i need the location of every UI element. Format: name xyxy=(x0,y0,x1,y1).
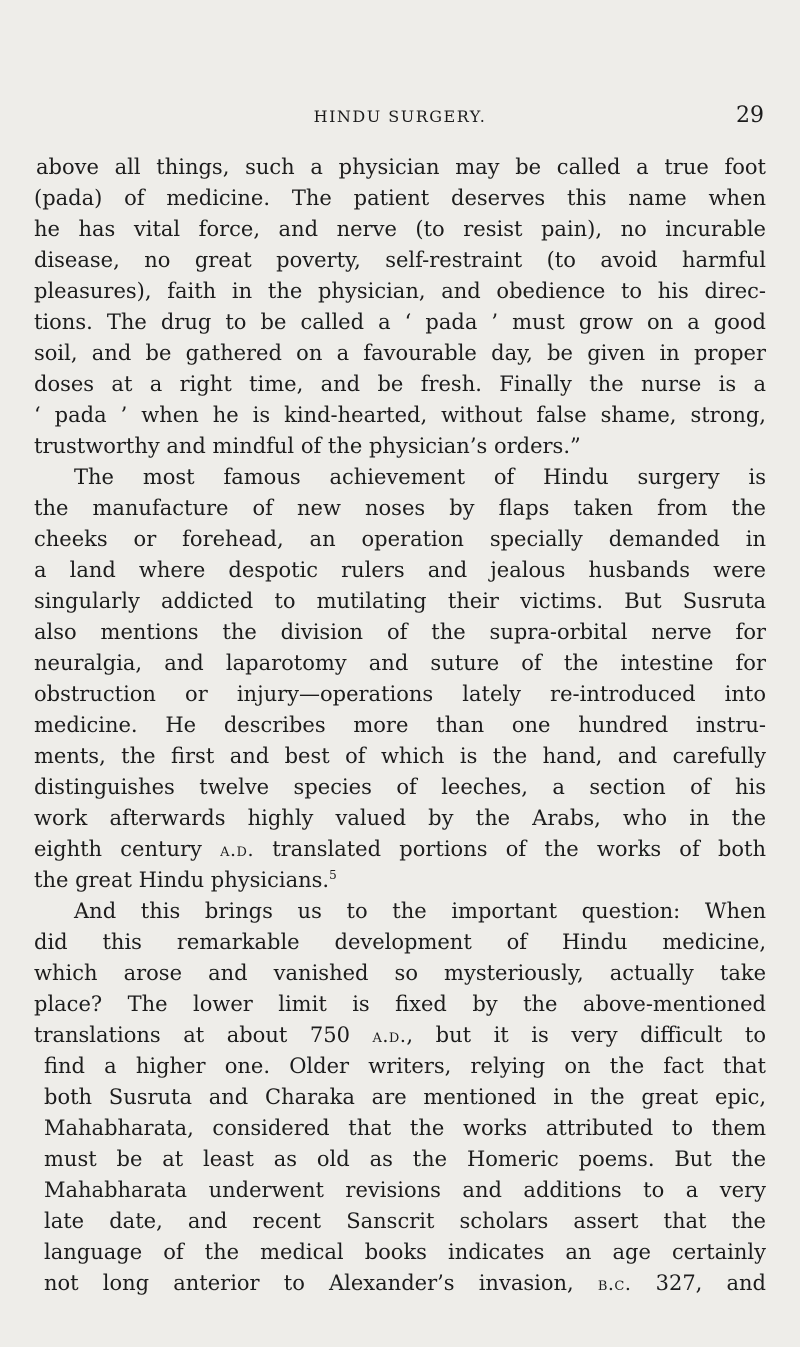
text-line: disease, no great poverty, self-restraint (to avoid harmful xyxy=(34,248,766,272)
text-run: translated portions of the works of both xyxy=(253,837,766,861)
footnote-marker[interactable]: 5 xyxy=(329,868,337,882)
text-line: late date, and recent Sanscrit scholars assert that the xyxy=(44,1209,766,1233)
text-line: language of the medical books indicates an age certainly xyxy=(44,1240,766,1264)
era-abbreviation: a.d. xyxy=(372,1025,407,1047)
paragraph-first-line: And this brings us to the important question: When xyxy=(74,899,766,923)
text-line: must be at least as old as the Homeric poems. But the xyxy=(44,1147,766,1171)
text-run: 327, and xyxy=(631,1271,766,1295)
text-line: Mahabharata underwent revisions and additions to a very xyxy=(44,1178,766,1202)
text-line: singularly addicted to mutilating their victims. But Susruta xyxy=(34,589,766,613)
text-line: obstruction or injury—operations lately re-introduced into xyxy=(34,682,766,706)
text-line: work afterwards highly valued by the Arabs, who in the xyxy=(34,806,766,830)
text-line: tions. The drug to be called a ‘ pada ’ must grow on a good xyxy=(34,310,766,334)
text-line: trustworthy and mindful of the physician’s orders.” xyxy=(34,434,581,458)
text-line: both Susruta and Charaka are mentioned in the great epic, xyxy=(44,1085,766,1109)
text-line: distinguishes twelve species of leeches, a section of his xyxy=(34,775,766,799)
text-line: ments, the first and best of which is the hand, and carefully xyxy=(34,744,766,768)
text-line: Mahabharata, considered that the works attributed to them xyxy=(44,1116,766,1140)
text-line: soil, and be gathered on a favourable day, be given in proper xyxy=(34,341,766,365)
text-run: the great Hindu physicians. xyxy=(34,868,330,892)
text-run: not long anterior to Alexander’s invasion, xyxy=(44,1271,598,1295)
text-run: translations at about 750 xyxy=(34,1023,373,1047)
text-line: medicine. He describes more than one hundred instru- xyxy=(34,713,766,737)
text-line: he has vital force, and nerve (to resist pain), no incurable xyxy=(34,217,766,241)
text-line: place? The lower limit is fixed by the above-mentioned xyxy=(34,992,766,1016)
text-line xyxy=(34,1020,766,1051)
text-line xyxy=(34,834,766,865)
body-text xyxy=(34,152,766,1299)
text-line: ‘ pada ’ when he is kind-hearted, without false shame, strong, xyxy=(34,403,766,427)
text-line: neuralgia, and laparotomy and suture of the intestine for xyxy=(34,651,766,675)
text-line xyxy=(34,865,766,896)
text-line: (pada) of medicine. The patient deserves this name when xyxy=(34,186,766,210)
page-number: 29 xyxy=(736,103,764,128)
text-run: , but it is very difficult to xyxy=(406,1023,766,1047)
text-line: pleasures), faith in the physician, and obedience to his direc- xyxy=(34,279,766,303)
text-line: which arose and vanished so mysteriously, actually take xyxy=(34,961,766,985)
text-line: also mentions the division of the supra-orbital nerve for xyxy=(34,620,766,644)
text-line: doses at a right time, and be fresh. Finally the nurse is a xyxy=(34,372,766,396)
text-line: cheeks or forehead, an operation specially demanded in xyxy=(34,527,766,551)
text-line: a land where despotic rulers and jealous husbands were xyxy=(34,558,766,582)
running-title: HINDU SURGERY. xyxy=(313,107,487,126)
text-line: above all things, such a physician may be called a true foot xyxy=(36,155,766,179)
era-abbreviation: b.c. xyxy=(597,1273,632,1295)
paragraph-first-line: The most famous achievement of Hindu surgery is xyxy=(74,465,766,489)
text-line: find a higher one. Older writers, relying on the fact that xyxy=(44,1054,766,1078)
text-line: did this remarkable development of Hindu medicine, xyxy=(34,930,766,954)
text-line xyxy=(34,1268,766,1299)
text-line: the manufacture of new noses by flaps taken from the xyxy=(34,496,766,520)
era-abbreviation: a.d. xyxy=(220,839,254,861)
text-run: eighth century xyxy=(34,837,221,861)
running-head xyxy=(36,103,764,131)
